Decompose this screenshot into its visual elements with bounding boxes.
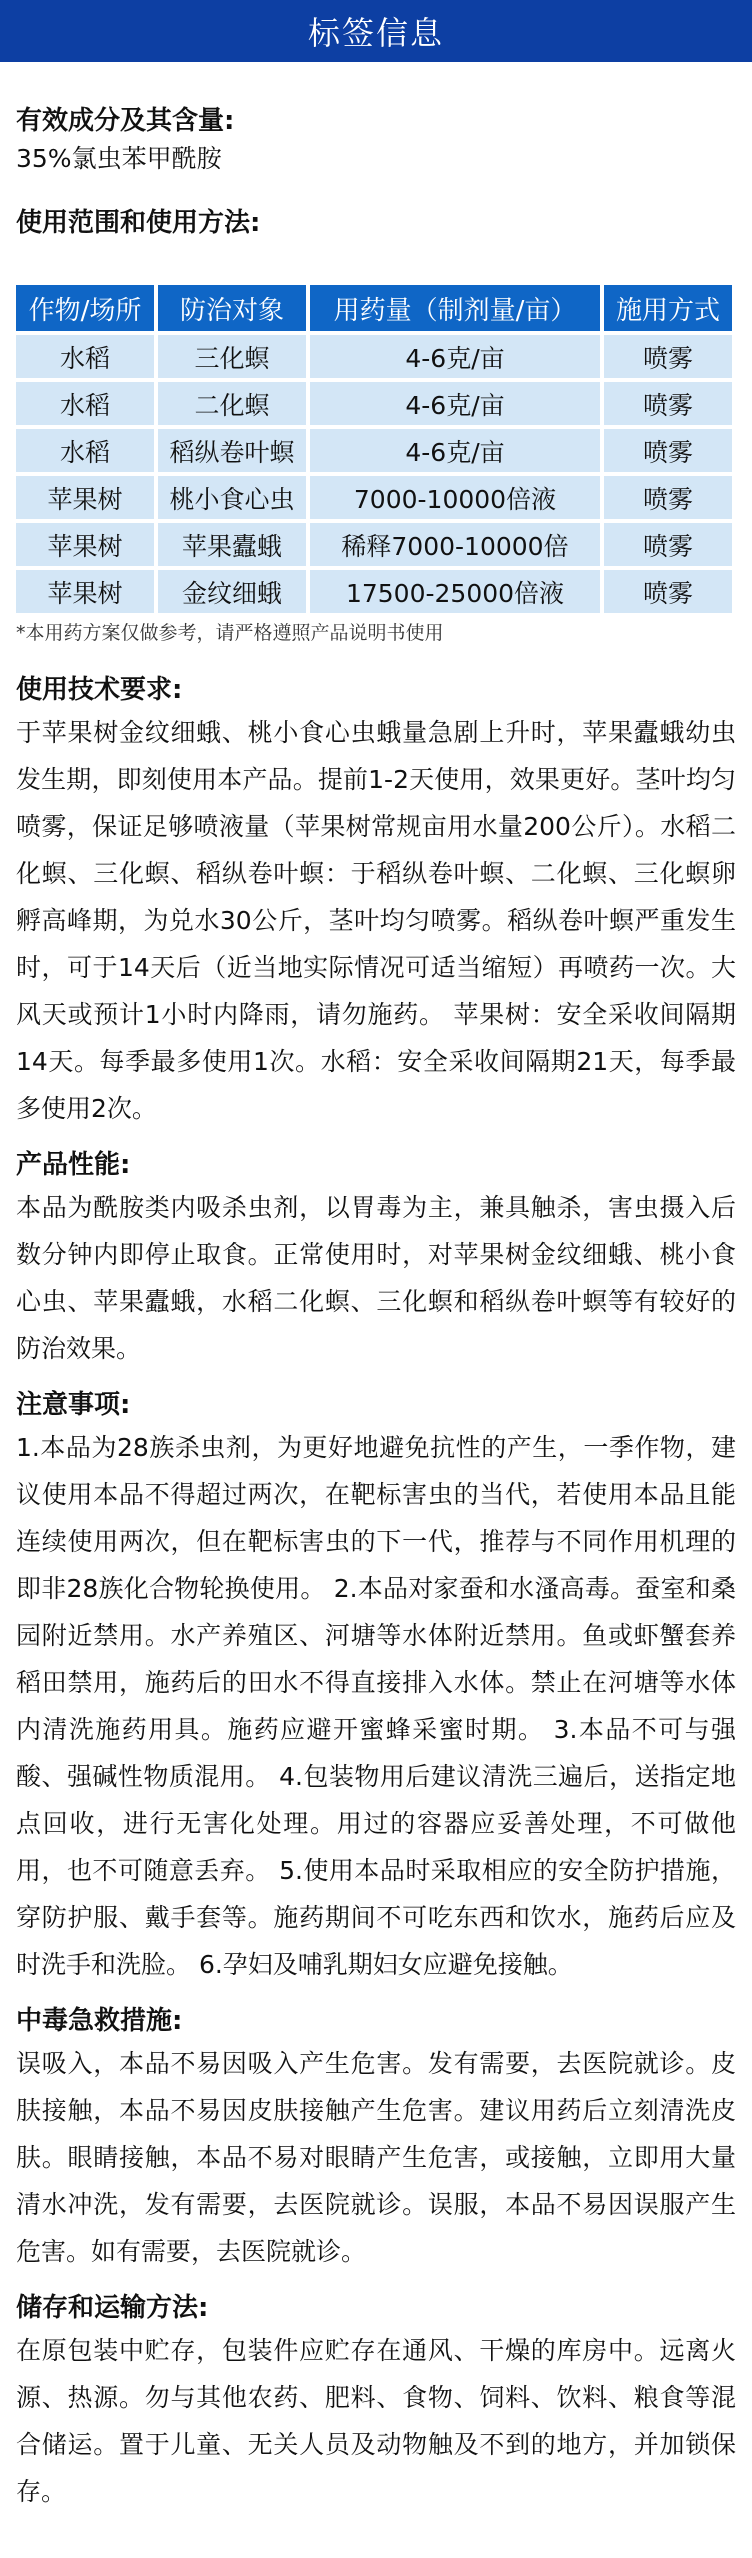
table-cell: 喷雾: [604, 382, 732, 429]
firstaid-text: 误吸入，本品不易因吸入产生危害。发有需要，去医院就诊。皮肤接触，本品不易因皮肤接触产生危害。建议用药后立刻清洗皮肤。眼睛接触，本品不易对眼睛产生危害，或接触，立即用大量清水冲洗，发有需要，去医院就诊。误服，本品不易因误服产生危害。如有需要，去医院就诊。: [16, 2049, 736, 2266]
column-header: 用药量（制剂量/亩）: [310, 285, 600, 335]
precautions-heading: 注意事项:: [16, 1390, 131, 1420]
table-cell: 喷雾: [604, 523, 732, 570]
table-cell: 喷雾: [604, 476, 732, 523]
table-cell: 4-6克/亩: [310, 382, 600, 429]
usage-table: [12, 285, 736, 617]
firstaid-heading: 中毒急救措施:: [16, 2006, 183, 2036]
technique-text: 于苹果树金纹细蛾、桃小食心虫蛾量急剧上升时，苹果蠹蛾幼虫发生期，即刻使用本产品。提前1-2天使用，效果更好。茎叶均匀喷雾，保证足够喷液量（苹果树常规亩用水量200公斤）。水稻二化螟、三化螟、稻纵卷叶螟：于稻纵卷叶螟、二化螟、三化螟卵孵高峰期，为兑水30公斤，茎叶均匀喷雾。稻纵卷叶螟严重发生时，可于14天后（近当地实际情况可适当缩短）再喷药一次。大风天或预计1小时内降雨，请勿施药。 苹果树：安全采收间隔期14天。每季最多使用1次。水稻：安全采收间隔期21天，每季最多使用2次。: [16, 718, 736, 1123]
usage-table-header: [16, 285, 732, 335]
table-row: [16, 523, 732, 570]
storage-heading: 储存和运输方法:: [16, 2293, 209, 2323]
table-cell: 4-6克/亩: [310, 429, 600, 476]
table-cell: 苹果树: [16, 523, 154, 570]
table-row: [16, 429, 732, 476]
ingredient-value: 35%氯虫苯甲酰胺: [16, 144, 222, 173]
table-row: [16, 382, 732, 429]
table-cell: 7000-10000倍液: [310, 476, 600, 523]
column-header: 作物/场所: [16, 285, 154, 335]
performance-text: 本品为酰胺类内吸杀虫剂，以胃毒为主，兼具触杀，害虫摄入后数分钟内即停止取食。正常使用时，对苹果树金纹细蛾、桃小食心虫、苹果蠹蛾，水稻二化螟、三化螟和稻纵卷叶螟等有较好的防治效果。: [16, 1193, 736, 1363]
table-cell: 水稻: [16, 382, 154, 429]
table-cell: 4-6克/亩: [310, 335, 600, 382]
table-cell: 金纹细蛾: [158, 570, 306, 617]
table-cell: 水稻: [16, 335, 154, 382]
table-cell: 水稻: [16, 429, 154, 476]
table-cell: 稀释7000-10000倍: [310, 523, 600, 570]
precautions-text: 1.本品为28族杀虫剂，为更好地避免抗性的产生，一季作物，建议使用本品不得超过两次，在靶标害虫的当代，若使用本品且能连续使用两次，但在靶标害虫的下一代，推荐与不同作用机理的即非28族化合物轮换使用。 2.本品对家蚕和水溞高毒。蚕室和桑园附近禁用。水产养殖区、河塘等水体附近禁用。鱼或虾蟹套养稻田禁用，施药后的田水不得直接排入水体。禁止在河塘等水体内清洗施药用具。施药应避开蜜蜂采蜜时期。 3.本品不可与强酸、强碱性物质混用。 4.包装物用后建议清洗三遍后，送指定地点回收，进行无害化处理。用过的容器应妥善处理，不可做他用，也不可随意丢弃。 5.使用本品时采取相应的安全防护措施，穿防护服、戴手套等。施药期间不可吃东西和饮水，施药后应及时洗手和洗脸。 6.孕妇及哺乳期妇女应避免接触。: [16, 1433, 736, 1979]
label-content: [0, 102, 752, 2515]
ingredient-heading: 有效成分及其含量:: [16, 106, 235, 136]
table-cell: 苹果树: [16, 476, 154, 523]
table-cell: 二化螟: [158, 382, 306, 429]
column-header: 施用方式: [604, 285, 732, 335]
page-title: 标签信息: [307, 14, 444, 52]
technique-heading: 使用技术要求:: [16, 675, 183, 705]
table-cell: 苹果蠹蛾: [158, 523, 306, 570]
table-cell: 喷雾: [604, 335, 732, 382]
column-header: 防治对象: [158, 285, 306, 335]
table-cell: 稻纵卷叶螟: [158, 429, 306, 476]
performance-heading: 产品性能:: [16, 1150, 131, 1180]
table-cell: 三化螟: [158, 335, 306, 382]
table-cell: 17500-25000倍液: [310, 570, 600, 617]
usage-note: *本用药方案仅做参考，请严格遵照产品说明书使用: [16, 622, 444, 644]
table-cell: 喷雾: [604, 429, 732, 476]
table-row: [16, 335, 732, 382]
usage-heading: 使用范围和使用方法:: [16, 208, 261, 238]
page-header: [0, 0, 752, 62]
table-cell: 喷雾: [604, 570, 732, 617]
storage-text: 在原包装中贮存，包装件应贮存在通风、干燥的库房中。远离火源、热源。勿与其他农药、肥料、食物、饲料、饮料、粮食等混合储运。置于儿童、无关人员及动物触及不到的地方，并加锁保存。: [16, 2336, 736, 2506]
table-row: [16, 570, 732, 617]
table-row: [16, 476, 732, 523]
table-cell: 苹果树: [16, 570, 154, 617]
table-cell: 桃小食心虫: [158, 476, 306, 523]
